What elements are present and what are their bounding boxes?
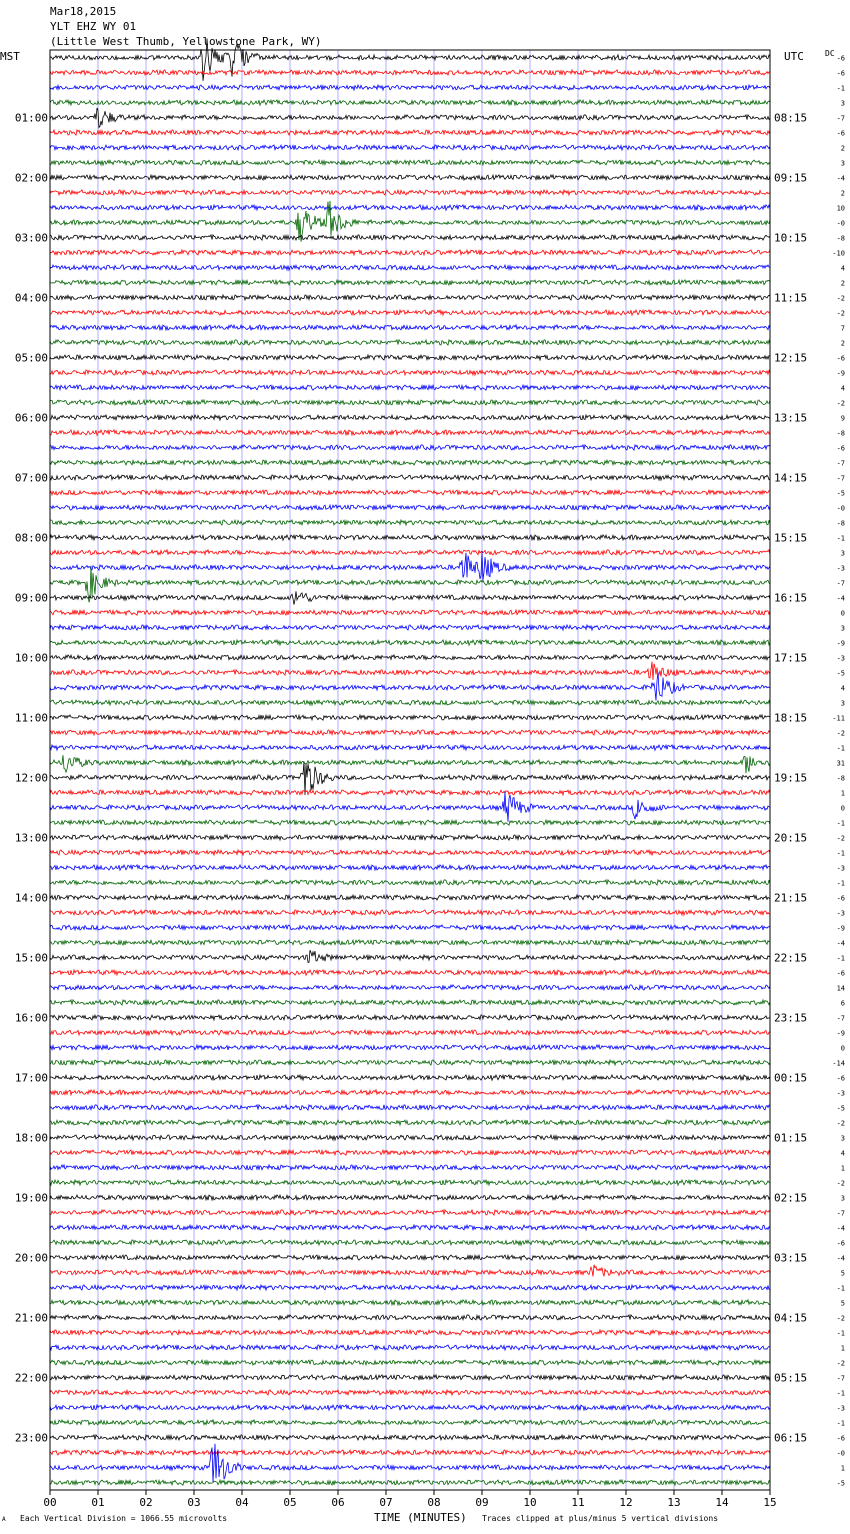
dc-offset-label: -9: [836, 639, 845, 648]
chart-title: YLT EHZ WY 01: [50, 20, 137, 33]
dc-offset-label: -1: [836, 849, 845, 858]
seismic-trace: [50, 205, 770, 210]
seismic-trace: [50, 460, 770, 465]
seismic-trace: [50, 490, 770, 495]
right-hour-label: 19:15: [774, 771, 808, 785]
dc-offset-label: -1: [836, 954, 845, 963]
dc-offset-label: -2: [836, 399, 845, 408]
right-hour-label: 15:15: [774, 531, 808, 545]
left-hour-label: 19:00: [14, 1191, 48, 1205]
dc-offset-label: -1: [836, 819, 845, 828]
dc-offset-label: 3: [840, 699, 845, 708]
seismic-trace: [50, 130, 770, 135]
dc-offset-label: -2: [836, 309, 845, 318]
dc-offset-label: -4: [836, 174, 845, 183]
left-hour-label: 08:00: [14, 531, 48, 545]
dc-offset-label: -4: [836, 1254, 845, 1263]
seismic-trace: [50, 662, 770, 680]
left-hour-label: 11:00: [14, 711, 48, 725]
x-tick-label: 09: [475, 1496, 489, 1509]
dc-offset-label: -6: [836, 969, 845, 978]
seismic-trace: [50, 1000, 770, 1005]
dc-offset-label: -6: [836, 1074, 845, 1083]
right-hour-label: 01:15: [774, 1131, 808, 1145]
seismic-trace: [50, 265, 770, 270]
dc-offset-label: -6: [836, 129, 845, 138]
dc-offset-label: -7: [836, 474, 845, 483]
dc-offset-label: -1: [836, 744, 845, 753]
dc-offset-label: -7: [836, 459, 845, 468]
dc-offset-label: 3: [840, 624, 845, 633]
left-hour-label: 22:00: [14, 1371, 48, 1385]
seismic-trace: [50, 250, 770, 255]
seismic-trace: [50, 535, 770, 540]
dc-offset-label: -0: [836, 219, 845, 228]
left-hour-label: 17:00: [14, 1071, 48, 1085]
x-tick-label: 13: [667, 1496, 681, 1509]
right-hour-label: 03:15: [774, 1251, 808, 1265]
dc-offset-label: 2: [840, 144, 845, 153]
seismic-trace: [50, 640, 770, 645]
dc-offset-label: 0: [840, 609, 845, 618]
dc-offset-label: -2: [836, 729, 845, 738]
left-hour-label: 18:00: [14, 1131, 48, 1145]
corner-mark: A: [2, 1516, 6, 1523]
x-tick-label: 14: [715, 1496, 729, 1509]
seismic-trace: [50, 415, 770, 420]
dc-offset-label: -7: [836, 579, 845, 588]
right-hour-label: 06:15: [774, 1431, 808, 1445]
seismic-trace: [50, 190, 770, 195]
left-hour-labels: [15, 112, 48, 1445]
dc-offset-label: -1: [836, 84, 845, 93]
right-hour-label: 23:15: [774, 1011, 808, 1025]
dc-offset-label: -5: [836, 489, 845, 498]
right-hour-label: 13:15: [774, 411, 808, 425]
seismic-trace: [50, 1075, 770, 1080]
dc-offset-label: -4: [836, 594, 845, 603]
dc-offset-label: -1: [836, 534, 845, 543]
dc-offset-label: -3: [836, 564, 845, 573]
dc-offset-label: -3: [836, 1404, 845, 1413]
seismic-trace: [50, 160, 770, 165]
seismic-trace: [50, 310, 770, 315]
left-hour-label: 04:00: [14, 291, 48, 305]
dc-offset-label: -6: [836, 1239, 845, 1248]
seismic-trace: [50, 1435, 770, 1440]
chart-subtitle: (Little West Thumb, Yellowstone Park, WY): [50, 35, 322, 48]
seismic-trace: [50, 1330, 770, 1335]
seismic-trace: [50, 1450, 770, 1455]
scale-note: Each Vertical Division = 1066.55 microvolts: [20, 1514, 228, 1523]
seismic-trace: [50, 1150, 770, 1155]
dc-offset-label: -3: [836, 654, 845, 663]
left-hour-label: 16:00: [14, 1011, 48, 1025]
seismic-trace: [50, 1195, 770, 1200]
right-hour-label: 02:15: [774, 1191, 808, 1205]
right-hour-label: 08:15: [774, 111, 808, 125]
seismic-trace: [50, 340, 770, 345]
left-hour-label: 23:00: [14, 1431, 48, 1445]
seismic-trace: [50, 505, 770, 510]
seismic-trace: [50, 970, 770, 975]
seismic-trace: [50, 985, 770, 990]
dc-offset-label: -1: [836, 1419, 845, 1428]
dc-offset-label: -7: [836, 114, 845, 123]
trace-group: [50, 38, 770, 1485]
right-hour-label: 16:15: [774, 591, 808, 605]
dc-offset-label: 2: [840, 279, 845, 288]
dc-offset-label: 4: [840, 384, 845, 393]
dc-offset-label: -1: [836, 1329, 845, 1338]
right-timezone-label: UTC: [784, 50, 804, 63]
left-hour-label: 15:00: [14, 951, 48, 965]
dc-offset-label: 1: [840, 1344, 845, 1353]
dc-offset-label: -8: [836, 429, 845, 438]
dc-offset-label: -4: [836, 939, 845, 948]
seismic-trace: [50, 1135, 770, 1140]
dc-offset-label: 2: [840, 189, 845, 198]
x-tick-label: 04: [235, 1496, 249, 1509]
seismic-trace: [50, 1420, 770, 1425]
seismic-trace: [50, 865, 770, 870]
seismic-trace: [50, 385, 770, 390]
left-hour-label: 05:00: [14, 351, 48, 365]
dc-offset-label: -3: [836, 864, 845, 873]
seismic-trace: [50, 715, 770, 720]
x-tick-label: 03: [187, 1496, 201, 1509]
seismic-trace: [50, 520, 770, 525]
seismic-trace: [50, 325, 770, 330]
dc-offset-label: -1: [836, 1284, 845, 1293]
seismic-trace: [50, 85, 770, 90]
seismic-trace: [50, 445, 770, 450]
left-hour-label: 01:00: [14, 111, 48, 125]
left-hour-label: 14:00: [14, 891, 48, 905]
seismic-trace: [50, 1030, 770, 1035]
seismic-trace: [50, 70, 770, 75]
chart-date: Mar18,2015: [50, 5, 117, 18]
seismic-trace: [50, 625, 770, 630]
dc-offset-label: -5: [836, 669, 845, 678]
seismic-trace: [50, 1045, 770, 1050]
seismic-trace: [50, 100, 770, 105]
seismic-trace: [50, 400, 770, 405]
seismic-trace: [50, 850, 770, 855]
right-hour-label: 12:15: [774, 351, 808, 365]
left-hour-label: 02:00: [14, 171, 48, 185]
right-hour-label: 05:15: [774, 1371, 808, 1385]
x-tick-label: 08: [427, 1496, 441, 1509]
seismic-trace: [50, 550, 770, 555]
dc-offset-label: 7: [840, 324, 845, 333]
seismic-trace: [50, 761, 770, 795]
right-hour-label: 21:15: [774, 891, 808, 905]
dc-offset-label: -2: [836, 1179, 845, 1188]
clip-note: Traces clipped at plus/minus 5 vertical divisions: [482, 1514, 719, 1523]
left-hour-label: 10:00: [14, 651, 48, 665]
dc-offset-label: -6: [836, 54, 845, 63]
seismic-trace: [50, 430, 770, 435]
dc-offset-label: -2: [836, 294, 845, 303]
seismic-trace: [50, 370, 770, 375]
dc-offset-label: -1: [836, 879, 845, 888]
x-tick-label: 07: [379, 1496, 393, 1509]
dc-offset-label: -6: [836, 69, 845, 78]
right-hour-label: 18:15: [774, 711, 808, 725]
dc-offset-label: 3: [840, 99, 845, 108]
dc-offset-label: -7: [836, 1209, 845, 1218]
seismic-trace: [50, 610, 770, 615]
dc-offset-label: -9: [836, 369, 845, 378]
dc-offset-labels: [832, 55, 845, 1488]
seismic-trace: [50, 792, 770, 822]
dc-offset-label: -8: [836, 519, 845, 528]
seismic-trace: [50, 730, 770, 735]
x-axis-label: TIME (MINUTES): [374, 1511, 467, 1524]
seismic-trace: [50, 790, 770, 795]
seismic-trace: [50, 1225, 770, 1230]
dc-offset-label: 4: [840, 264, 845, 273]
seismic-trace: [50, 475, 770, 480]
dc-offset-label: -11: [832, 714, 845, 723]
left-hour-label: 12:00: [14, 771, 48, 785]
x-tick-label: 11: [571, 1496, 585, 1509]
dc-offset-label: -9: [836, 924, 845, 933]
seismic-trace: [50, 145, 770, 150]
left-hour-label: 06:00: [14, 411, 48, 425]
right-hour-label: 10:15: [774, 231, 808, 245]
dc-offset-label: -6: [836, 1434, 845, 1443]
seismic-trace: [50, 950, 770, 962]
seismic-trace: [50, 1360, 770, 1365]
dc-offset-label: -2: [836, 1119, 845, 1128]
right-hour-label: 22:15: [774, 951, 808, 965]
right-hour-label: 17:15: [774, 651, 808, 665]
dc-offset-label: 0: [840, 804, 845, 813]
seismic-trace: [50, 280, 770, 285]
seismic-trace: [50, 1105, 770, 1110]
seismic-trace: [50, 295, 770, 300]
seismic-trace: [50, 108, 770, 128]
dc-offset-label: 3: [840, 549, 845, 558]
dc-offset-label: -4: [836, 1224, 845, 1233]
dc-offset-label: -3: [836, 909, 845, 918]
dc-offset-label: -2: [836, 1314, 845, 1323]
seismic-trace: [50, 895, 770, 900]
left-hour-label: 09:00: [14, 591, 48, 605]
seismic-trace: [50, 755, 770, 773]
x-tick-label: 06: [331, 1496, 345, 1509]
seismic-trace: [50, 1375, 770, 1380]
right-hour-label: 00:15: [774, 1071, 808, 1085]
seismic-trace: [50, 1120, 770, 1125]
left-hour-label: 21:00: [14, 1311, 48, 1325]
seismic-trace: [50, 1165, 770, 1170]
dc-offset-label: 1: [840, 1164, 845, 1173]
seismic-trace: [50, 820, 770, 825]
seismic-trace: [50, 1405, 770, 1410]
x-tick-label: 00: [43, 1496, 57, 1509]
seismic-trace: [50, 1300, 770, 1305]
right-hour-label: 09:15: [774, 171, 808, 185]
x-tick-label: 05: [283, 1496, 297, 1509]
seismic-trace: [50, 1444, 770, 1482]
right-hour-label: 04:15: [774, 1311, 808, 1325]
dc-offset-label: -3: [836, 1089, 845, 1098]
dc-offset-label: 10: [836, 204, 845, 213]
left-hour-label: 07:00: [14, 471, 48, 485]
dc-offset-label: -7: [836, 1374, 845, 1383]
right-hour-label: 14:15: [774, 471, 808, 485]
dc-offset-label: -2: [836, 834, 845, 843]
seismic-trace: [50, 1255, 770, 1260]
x-tick-label: 10: [523, 1496, 537, 1509]
dc-offset-label: 5: [840, 1269, 845, 1278]
seismic-trace: [50, 700, 770, 705]
dc-offset-label: -8: [836, 234, 845, 243]
dc-offset-label: -6: [836, 354, 845, 363]
dc-offset-label: -8: [836, 774, 845, 783]
seismic-trace: [50, 1240, 770, 1245]
x-tick-labels: [43, 1490, 776, 1509]
right-hour-label: 11:15: [774, 291, 808, 305]
dc-offset-label: -14: [832, 1059, 845, 1068]
seismic-trace: [50, 1015, 770, 1020]
dc-header-label: DC: [825, 49, 835, 58]
right-hour-label: 20:15: [774, 831, 808, 845]
dc-offset-label: -6: [836, 894, 845, 903]
dc-offset-label: -9: [836, 1029, 845, 1038]
dc-offset-label: 4: [840, 684, 845, 693]
left-timezone-label: MST: [0, 50, 20, 63]
x-tick-label: 02: [139, 1496, 153, 1509]
dc-offset-label: -6: [836, 444, 845, 453]
seismic-trace: [50, 1285, 770, 1290]
x-tick-label: 15: [763, 1496, 777, 1509]
seismic-trace: [50, 655, 770, 660]
seismic-trace: [50, 910, 770, 915]
seismic-trace: [50, 1265, 770, 1277]
dc-offset-label: 3: [840, 1134, 845, 1143]
dc-offset-label: -2: [836, 1359, 845, 1368]
dc-offset-label: -0: [836, 1449, 845, 1458]
left-hour-label: 20:00: [14, 1251, 48, 1265]
x-tick-label: 12: [619, 1496, 633, 1509]
seismic-trace: [50, 1315, 770, 1320]
dc-offset-label: -10: [832, 249, 845, 258]
dc-offset-label: 4: [840, 1149, 845, 1158]
seismic-trace: [50, 672, 770, 700]
seismic-trace: [50, 745, 770, 750]
seismic-trace: [50, 835, 770, 840]
seismic-trace: [50, 880, 770, 885]
dc-offset-label: 3: [840, 1194, 845, 1203]
dc-offset-label: 2: [840, 339, 845, 348]
seismic-trace: [50, 1210, 770, 1215]
seismic-trace: [50, 1480, 770, 1485]
seismic-trace: [50, 355, 770, 360]
dc-offset-label: 1: [840, 1464, 845, 1473]
seismic-trace: [50, 925, 770, 930]
seismic-trace: [50, 940, 770, 945]
seismic-trace: [50, 235, 770, 240]
dc-offset-label: -1: [836, 1389, 845, 1398]
dc-offset-label: 1: [840, 789, 845, 798]
right-hour-labels: [774, 112, 807, 1445]
seismic-trace: [50, 175, 770, 180]
dc-offset-label: 31: [836, 759, 845, 768]
dc-offset-label: 5: [840, 1299, 845, 1308]
seismic-trace: [50, 1180, 770, 1185]
seismic-trace: [50, 1060, 770, 1065]
left-hour-label: 13:00: [14, 831, 48, 845]
dc-offset-label: -5: [836, 1479, 845, 1488]
seismic-trace: [50, 1390, 770, 1395]
seismic-trace: [50, 1090, 770, 1095]
seismic-trace: [50, 1345, 770, 1350]
dc-offset-label: -7: [836, 1014, 845, 1023]
dc-offset-label: 3: [840, 159, 845, 168]
x-tick-label: 01: [91, 1496, 105, 1509]
dc-offset-label: 6: [840, 999, 845, 1008]
seismic-trace: [50, 591, 770, 604]
left-hour-label: 03:00: [14, 231, 48, 245]
dc-offset-label: -5: [836, 1104, 845, 1113]
dc-offset-label: 0: [840, 1044, 845, 1053]
dc-offset-label: 9: [840, 414, 845, 423]
dc-offset-label: -0: [836, 504, 845, 513]
dc-offset-label: 14: [836, 984, 845, 993]
